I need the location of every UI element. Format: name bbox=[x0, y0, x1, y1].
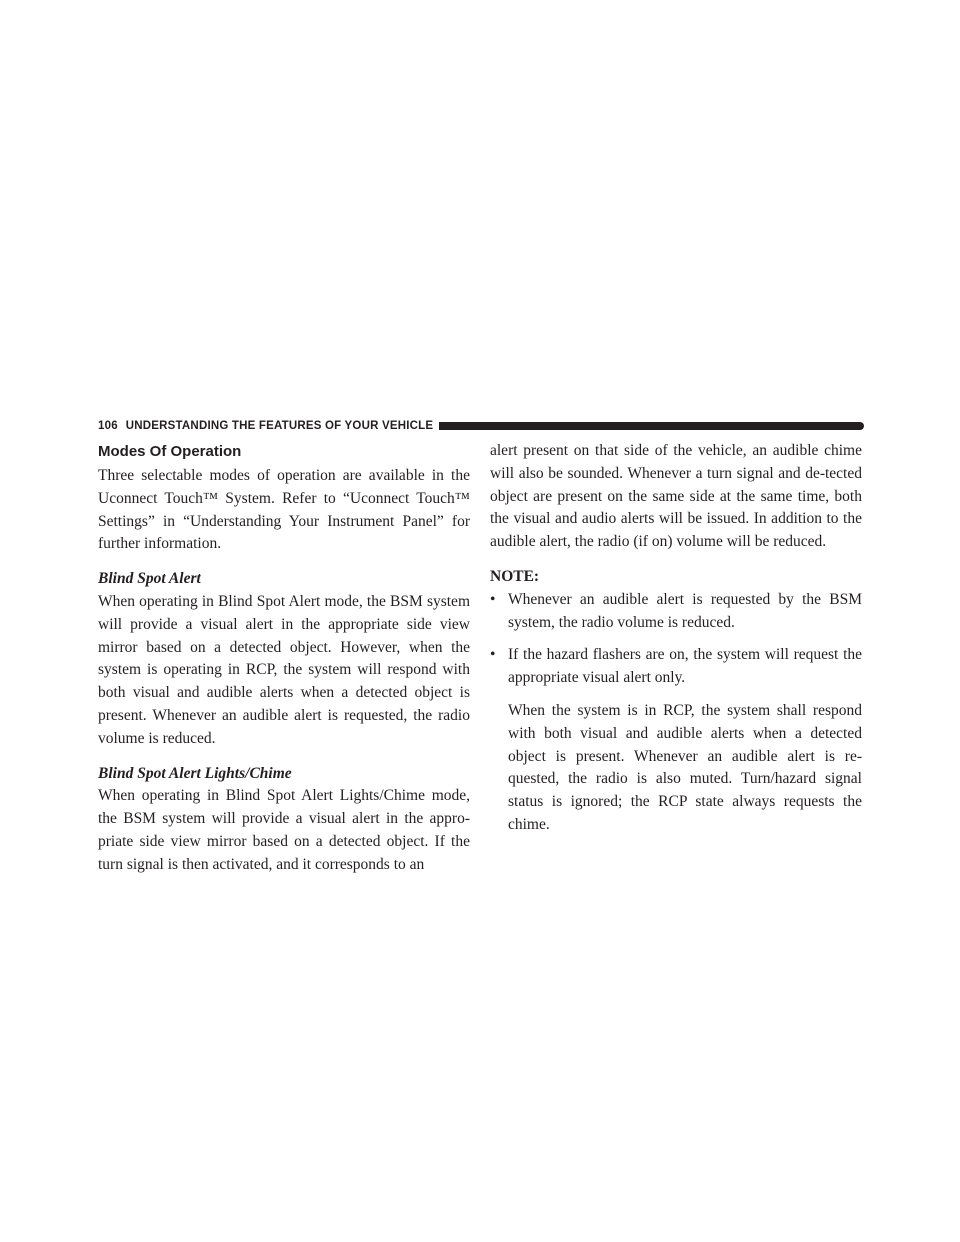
note-bullet-list bbox=[490, 589, 862, 690]
page-number: 106 bbox=[98, 420, 118, 432]
header-rule bbox=[439, 422, 864, 430]
page-header bbox=[98, 418, 864, 434]
running-title: UNDERSTANDING THE FEATURES OF YOUR VEHICLE bbox=[125, 420, 434, 432]
continuation-paragraph: alert present on that side of the vehicle, an audible chime will also be sounded. Whenever a turn signal and de-tected object are present on the same side at the same time, both the visual and audio alerts will be issued. In addition to the audible alert, the radio (if on) volume will be reduced. bbox=[490, 442, 862, 551]
section-heading: Modes Of Operation bbox=[98, 443, 242, 460]
bullet-glyph: • bbox=[490, 590, 496, 608]
note-label: NOTE: bbox=[490, 567, 540, 585]
bullet-text: If the hazard flashers are on, the system will request the appropriate visual alert only. bbox=[508, 646, 862, 687]
bullet-text: Whenever an audible alert is requested by the BSM system, the radio volume is reduced. bbox=[508, 590, 862, 631]
paragraph-blind-spot-alert: When operating in Blind Spot Alert mode, the BSM system will provide a visual alert in the appropriate side view mirror based on a detected object. However, when the system is operating in RCP, the system will respond with both visual and audible alerts when a detected object is present. Whenever an audible alert is requested, the radio volume is reduced. bbox=[98, 592, 470, 747]
subheading-blind-spot-alert: Blind Spot Alert bbox=[98, 570, 201, 588]
left-column bbox=[98, 440, 470, 877]
indented-paragraph: When the system is in RCP, the system shall respond with both visual and audible alerts when a detected object is present. Whenever an audible alert is re-quested, the radio is also muted. Turn/hazard signal status is ignored; the RCP state always requests the chime. bbox=[508, 701, 862, 833]
right-column bbox=[490, 440, 862, 849]
subheading-lights-chime: Blind Spot Alert Lights/Chime bbox=[98, 764, 292, 782]
list-item bbox=[490, 644, 862, 690]
intro-paragraph: Three selectable modes of operation are available in the Uconnect Touch™ System. Refer to “Uconnect Touch™ Settings” in “Understanding Your Instrument Panel” for further information. bbox=[98, 467, 470, 553]
bullet-glyph: • bbox=[490, 646, 496, 664]
paragraph-lights-chime: When operating in Blind Spot Alert Lights/Chime mode, the BSM system will provide a visual alert in the appro-priate side view mirror based on a detected object. If the turn signal is then activated, and it corresponds to an bbox=[98, 787, 470, 873]
list-item bbox=[490, 589, 862, 635]
